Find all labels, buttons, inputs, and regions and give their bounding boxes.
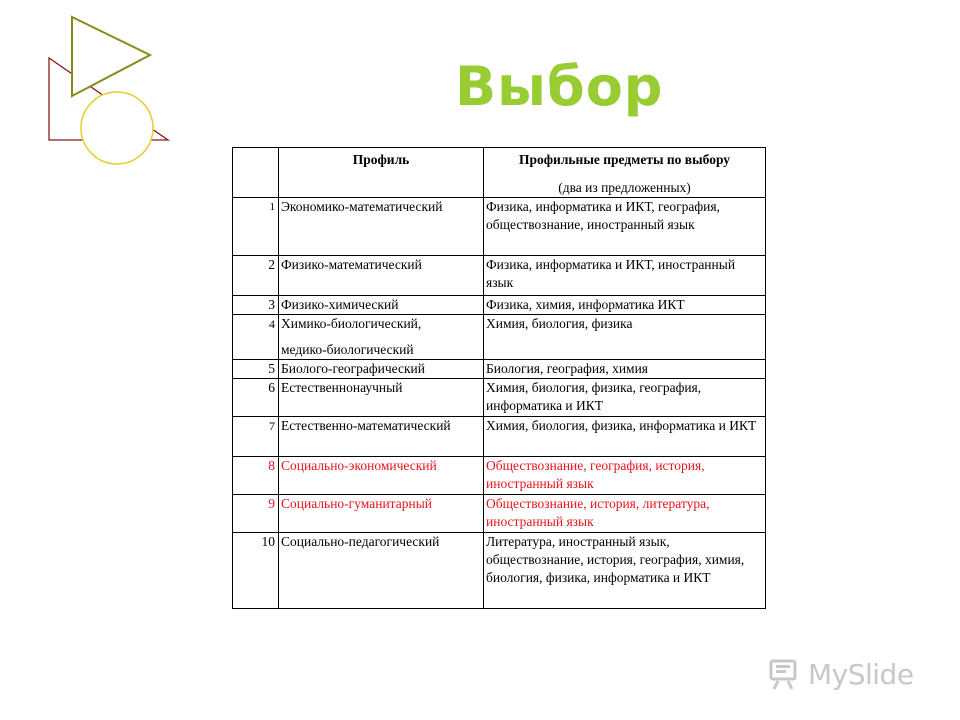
- row-profile: Физико-математический: [279, 256, 484, 296]
- table-row: [233, 457, 766, 495]
- row-subjects: Литература, иностранный язык, обществознание, история, география, химия, биология, физика, информатика и ИКТ: [484, 533, 766, 609]
- row-subjects: Обществознание, география, история, иностранный язык: [484, 457, 766, 495]
- header-subjects-note: (два из предложенных): [558, 180, 691, 195]
- row-profile: Биолого-географический: [279, 360, 484, 379]
- header-subjects: [484, 148, 766, 198]
- row-num: 6: [233, 379, 279, 417]
- header-subjects-title: Профильные предметы по выбору: [518, 152, 731, 167]
- row-subjects: Химия, биология, физика, информатика и ИКТ: [484, 417, 766, 457]
- row-profile: Экономико-математический: [279, 198, 484, 256]
- row-profile: Социально-гуманитарный: [279, 495, 484, 533]
- table-row: [233, 315, 766, 360]
- row-num: 3: [233, 296, 279, 315]
- table-row: [233, 198, 766, 256]
- row-num: 2: [233, 256, 279, 296]
- row-profile: Физико-химический: [279, 296, 484, 315]
- watermark: [768, 656, 928, 692]
- row-profile: Естественнонаучный: [279, 379, 484, 417]
- table-row: [233, 533, 766, 609]
- profiles-table: [232, 147, 766, 609]
- table-row: [233, 360, 766, 379]
- row-subjects: Химия, биология, физика: [484, 315, 766, 360]
- row-profile-line2: медико-биологический: [281, 342, 414, 357]
- table-row: [233, 417, 766, 457]
- row-num: 4: [233, 315, 279, 360]
- slide-title: Выбор: [455, 55, 664, 118]
- row-subjects: Химия, биология, физика, география, информатика и ИКТ: [484, 379, 766, 417]
- presentation-icon: [768, 657, 802, 691]
- row-subjects: Физика, химия, информатика ИКТ: [484, 296, 766, 315]
- header-num: [233, 148, 279, 198]
- row-num: 5: [233, 360, 279, 379]
- row-num: 10: [233, 533, 279, 609]
- row-num: 9: [233, 495, 279, 533]
- table-row: [233, 256, 766, 296]
- row-num: 1: [233, 198, 279, 256]
- row-subjects: Физика, информатика и ИКТ, география, обществознание, иностранный язык: [484, 198, 766, 256]
- decorative-circle: [81, 92, 153, 164]
- row-profile: Естественно-математический: [279, 417, 484, 457]
- row-num: 8: [233, 457, 279, 495]
- decorative-shapes: [0, 0, 200, 200]
- table-row: [233, 379, 766, 417]
- table-header-row: [233, 148, 766, 198]
- row-profile: Социально-экономический: [279, 457, 484, 495]
- table-row: [233, 495, 766, 533]
- table-row: [233, 296, 766, 315]
- row-num: 7: [233, 417, 279, 457]
- decorative-triangle: [72, 17, 150, 96]
- row-profile: [279, 315, 484, 360]
- row-subjects: Обществознание, история, литература, иностранный язык: [484, 495, 766, 533]
- row-subjects: Биология, география, химия: [484, 360, 766, 379]
- header-profile: Профиль: [279, 148, 484, 198]
- row-profile-line1: Химико-биологический,: [281, 316, 422, 331]
- watermark-text: MySlide: [808, 657, 914, 691]
- row-subjects: Физика, информатика и ИКТ, иностранный язык: [484, 256, 766, 296]
- row-profile: Социально-педагогический: [279, 533, 484, 609]
